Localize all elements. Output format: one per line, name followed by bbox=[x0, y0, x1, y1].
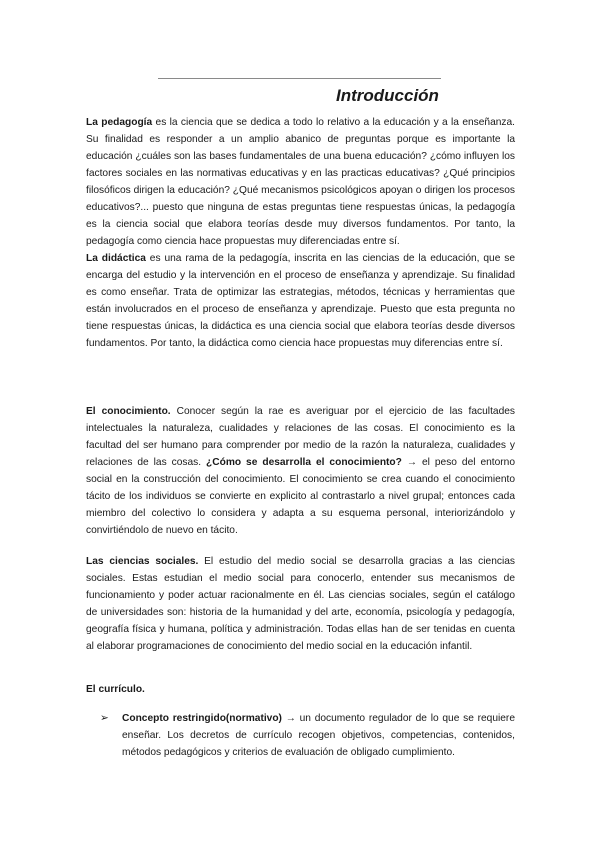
paragraph-didactica bbox=[86, 250, 515, 352]
bullet-term: Concepto restringido(normativo) bbox=[122, 713, 282, 724]
term-pedagogia: La pedagogía bbox=[86, 117, 153, 128]
question-conocimiento: ¿Cómo se desarrolla el conocimiento? bbox=[206, 457, 402, 469]
arrow-icon: → bbox=[281, 713, 300, 724]
text-conocimiento: Conocer según la rae es averiguar por el ejercicio de las facultades intelectuales la naturaleza, cualidades y relaciones de las cosas. El conocimiento es la facultad del ser humano para comprender por medio de la razón la naturaleza, cualidades y relaciones de las cosas. bbox=[86, 406, 515, 469]
section-heading-curriculo: El currículo. bbox=[86, 684, 145, 695]
bullet-description: un documento regulador de lo que se requiere enseñar. Los decretos de currículo recogen objetivos, competencias, contenidos, métodos pedagógicos y criterios de evaluación de obligado cumplimiento. bbox=[122, 713, 515, 759]
text-pedagogia: es la ciencia que se dedica a todo lo relativo a la educación y a la enseñanza. Su finalidad es responder a un amplio abanico de preguntas porque es importante la educación ¿cuáles son las bases fundamentales de una buena educación? ¿cómo influyen los factores sociales en las normativas educativas y en las practicas educativas? ¿Qué principios filosóficos dirigen la educación? ¿Qué mecanismos psicológicos apoyan o dirigen los procesos educativos?... puesto que ninguna de estas preguntas tiene respuestas únicas, la pedagogía es la ciencia social que elabora teorías desde muy diversos fundamentos. Por tanto, la pedagogía como ciencia hace propuestas muy diferenciadas entre sí. bbox=[86, 117, 515, 248]
bullet-text bbox=[122, 710, 515, 761]
arrow-icon: → bbox=[401, 457, 422, 469]
term-conocimiento: El conocimiento. bbox=[86, 406, 171, 417]
bullet-arrow-icon: ➢ bbox=[100, 712, 109, 724]
text-conocimiento-after: el peso del entorno social en la construcción del conocimiento. El conocimiento se crea cuando el conocimiento tácito de los individuos se convierte en explicito al contrastarlo a nivel grupal; entonces cada miembro del colectivo lo considera y adapta a su esquema personal, interiorizándolo y convirtiéndolo de nuevo en tácito. bbox=[86, 457, 515, 537]
page-title: Introducción bbox=[336, 86, 439, 105]
text-didactica: es una rama de la pedagogía, inscrita en las ciencias de la educación, que se encarga del estudio y la intervención en el proceso de enseñanza y aprendizaje. Su finalidad es como enseñar. Trata de optimizar las estrategias, métodos, técnicas y herramientas que están involucrados en el proceso de enseñanza y aprendizaje. Puesto que esta pregunta no tiene respuestas únicas, la didáctica es una ciencia social que elabora teorías desde diversos fundamentos. Por tanto, la didáctica como ciencia hace propuestas muy diferencias entre sí. bbox=[86, 253, 515, 350]
paragraph-ciencias-sociales bbox=[86, 553, 515, 655]
term-ciencias-sociales: Las ciencias sociales. bbox=[86, 556, 199, 567]
term-didactica: La didáctica bbox=[86, 253, 146, 264]
header-rule bbox=[158, 78, 441, 79]
text-ciencias-sociales: El estudio del medio social se desarrolla gracias a las ciencias sociales. Estas estudian el medio social para conocerlo, entender sus mecanismos de funcionamiento y poder actuar racionalmente en él. Las ciencias sociales, según el catálogo de universidades son: historia de la humanidad y del arte, economía, psicología y pedagogía, geografía física y humana, política y administración. Todas ellas han de ser tenidas en cuenta al elaborar programaciones de conocimiento del medio social en la educación infantil. bbox=[86, 556, 515, 653]
paragraph-pedagogia bbox=[86, 114, 515, 250]
paragraph-conocimiento bbox=[86, 403, 515, 539]
